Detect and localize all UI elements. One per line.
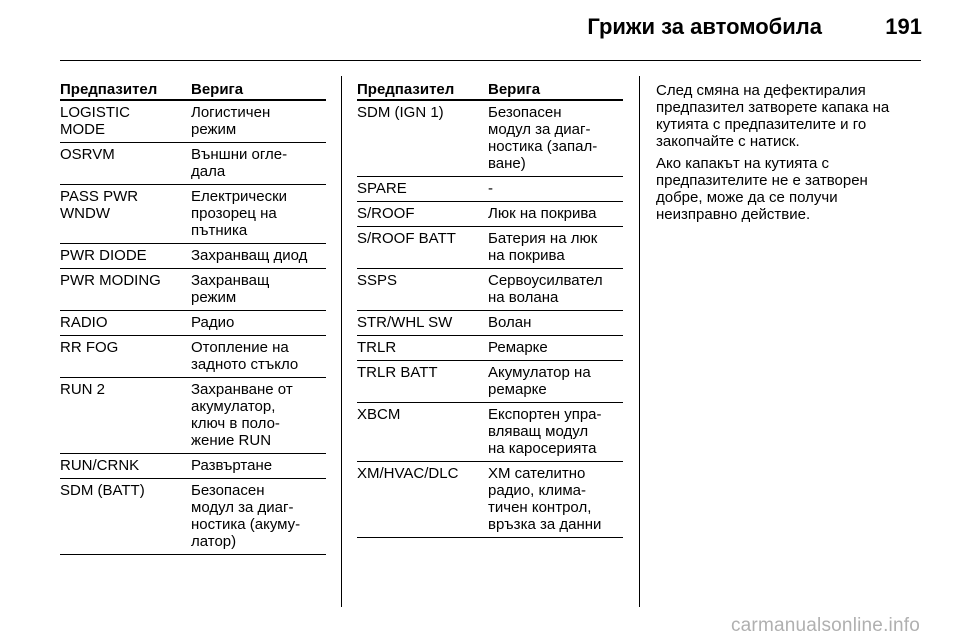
- circuit-cell: -: [488, 180, 493, 197]
- circuit-cell: Отопление на задното стъкло: [191, 339, 299, 373]
- circuit-cell: Захранващ диод: [191, 247, 308, 264]
- circuit-cell: Развъртане: [191, 457, 273, 474]
- circuit-cell: Логистичен режим: [191, 104, 271, 138]
- fuse-cell: XBCM: [357, 406, 401, 423]
- circuit-cell: Електрически прозорец на пътника: [191, 188, 288, 239]
- table-body: [60, 101, 326, 555]
- paragraph: Ако капакът на кутията с предпазителите не е затворен добре, може да се получи неизправно действие.: [656, 155, 868, 223]
- circuit-cell: Безопасен модул за диаг- ностика (запал- ване): [488, 104, 598, 172]
- circuit-cell: Външни огле- дала: [191, 146, 288, 180]
- fuse-cell: PWR MODING: [60, 272, 161, 289]
- fuse-cell: STR/WHL SW: [357, 314, 453, 331]
- table-row: [357, 101, 623, 177]
- circuit-cell: XM сателитно радио, клима- тичен контрол, връзка за данни: [488, 465, 602, 533]
- circuit-cell: Сервоусилвател на волана: [488, 272, 603, 306]
- fuse-cell: SDM (BATT): [60, 482, 145, 499]
- instructions-text: [656, 82, 922, 228]
- left-fuse-table: [60, 82, 326, 555]
- table-row: [60, 479, 326, 555]
- fuse-cell: XM/HVAC/DLC: [357, 465, 459, 482]
- fuse-cell: RUN/CRNK: [60, 457, 140, 474]
- table-row: [60, 454, 326, 479]
- fuse-cell: TRLR: [357, 339, 397, 356]
- fuse-column-header: Предпазител: [60, 81, 158, 98]
- column-divider: [341, 76, 342, 607]
- table-row: [60, 336, 326, 378]
- circuit-cell: Батерия на люк на покрива: [488, 230, 598, 264]
- circuit-cell: Захранващ режим: [191, 272, 270, 306]
- circuit-column-header: Верига: [191, 81, 244, 98]
- table-row: [357, 403, 623, 462]
- fuse-cell: S/ROOF: [357, 205, 415, 222]
- table-row: [357, 227, 623, 269]
- page-title: Грижи за автомобила: [587, 14, 822, 39]
- header-divider: [60, 60, 921, 61]
- table-row: [60, 185, 326, 244]
- table-row: [357, 269, 623, 311]
- table-row: [60, 378, 326, 454]
- fuse-cell: LOGISTIC MODE: [60, 104, 131, 138]
- table-row: [357, 202, 623, 227]
- circuit-cell: Ремарке: [488, 339, 548, 356]
- middle-fuse-table: [357, 82, 623, 538]
- table-row: [357, 177, 623, 202]
- watermark: carmanualsonline.info: [730, 615, 920, 636]
- fuse-cell: TRLR BATT: [357, 364, 438, 381]
- table-row: [60, 269, 326, 311]
- column-divider: [639, 76, 640, 607]
- circuit-cell: Експортен упра- вляващ модул на каросерията: [488, 406, 602, 457]
- fuse-cell: PWR DIODE: [60, 247, 147, 264]
- table-row: [60, 143, 326, 185]
- table-row: [357, 462, 623, 538]
- fuse-cell: PASS PWR WNDW: [60, 188, 139, 222]
- table-row: [357, 361, 623, 403]
- fuse-cell: RUN 2: [60, 381, 106, 398]
- fuse-cell: SSPS: [357, 272, 398, 289]
- table-body: [357, 101, 623, 538]
- circuit-cell: Волан: [488, 314, 532, 331]
- table-row: [60, 311, 326, 336]
- fuse-cell: SDM (IGN 1): [357, 104, 444, 121]
- table-header: [357, 82, 623, 101]
- fuse-cell: SPARE: [357, 180, 407, 197]
- fuse-cell: RR FOG: [60, 339, 119, 356]
- circuit-cell: Захранване от акумулатор, ключ в поло- жение RUN: [191, 381, 293, 449]
- circuit-cell: Безопасен модул за диаг- ностика (акуму- латор): [191, 482, 301, 550]
- table-row: [60, 244, 326, 269]
- fuse-cell: RADIO: [60, 314, 108, 331]
- table-header: [60, 82, 326, 101]
- circuit-column-header: Верига: [488, 81, 541, 98]
- circuit-cell: Радио: [191, 314, 235, 331]
- table-row: [357, 336, 623, 361]
- table-row: [357, 311, 623, 336]
- fuse-cell: OSRVM: [60, 146, 115, 163]
- page-number: 191: [885, 14, 922, 39]
- fuse-cell: S/ROOF BATT: [357, 230, 456, 247]
- circuit-cell: Акумулатор на ремарке: [488, 364, 591, 398]
- fuse-column-header: Предпазител: [357, 81, 455, 98]
- table-row: [60, 101, 326, 143]
- circuit-cell: Люк на покрива: [488, 205, 597, 222]
- paragraph: След смяна на дефектиралия предпазител затворете капака на кутията с предпазителите и го закопчайте с натиск.: [656, 82, 890, 150]
